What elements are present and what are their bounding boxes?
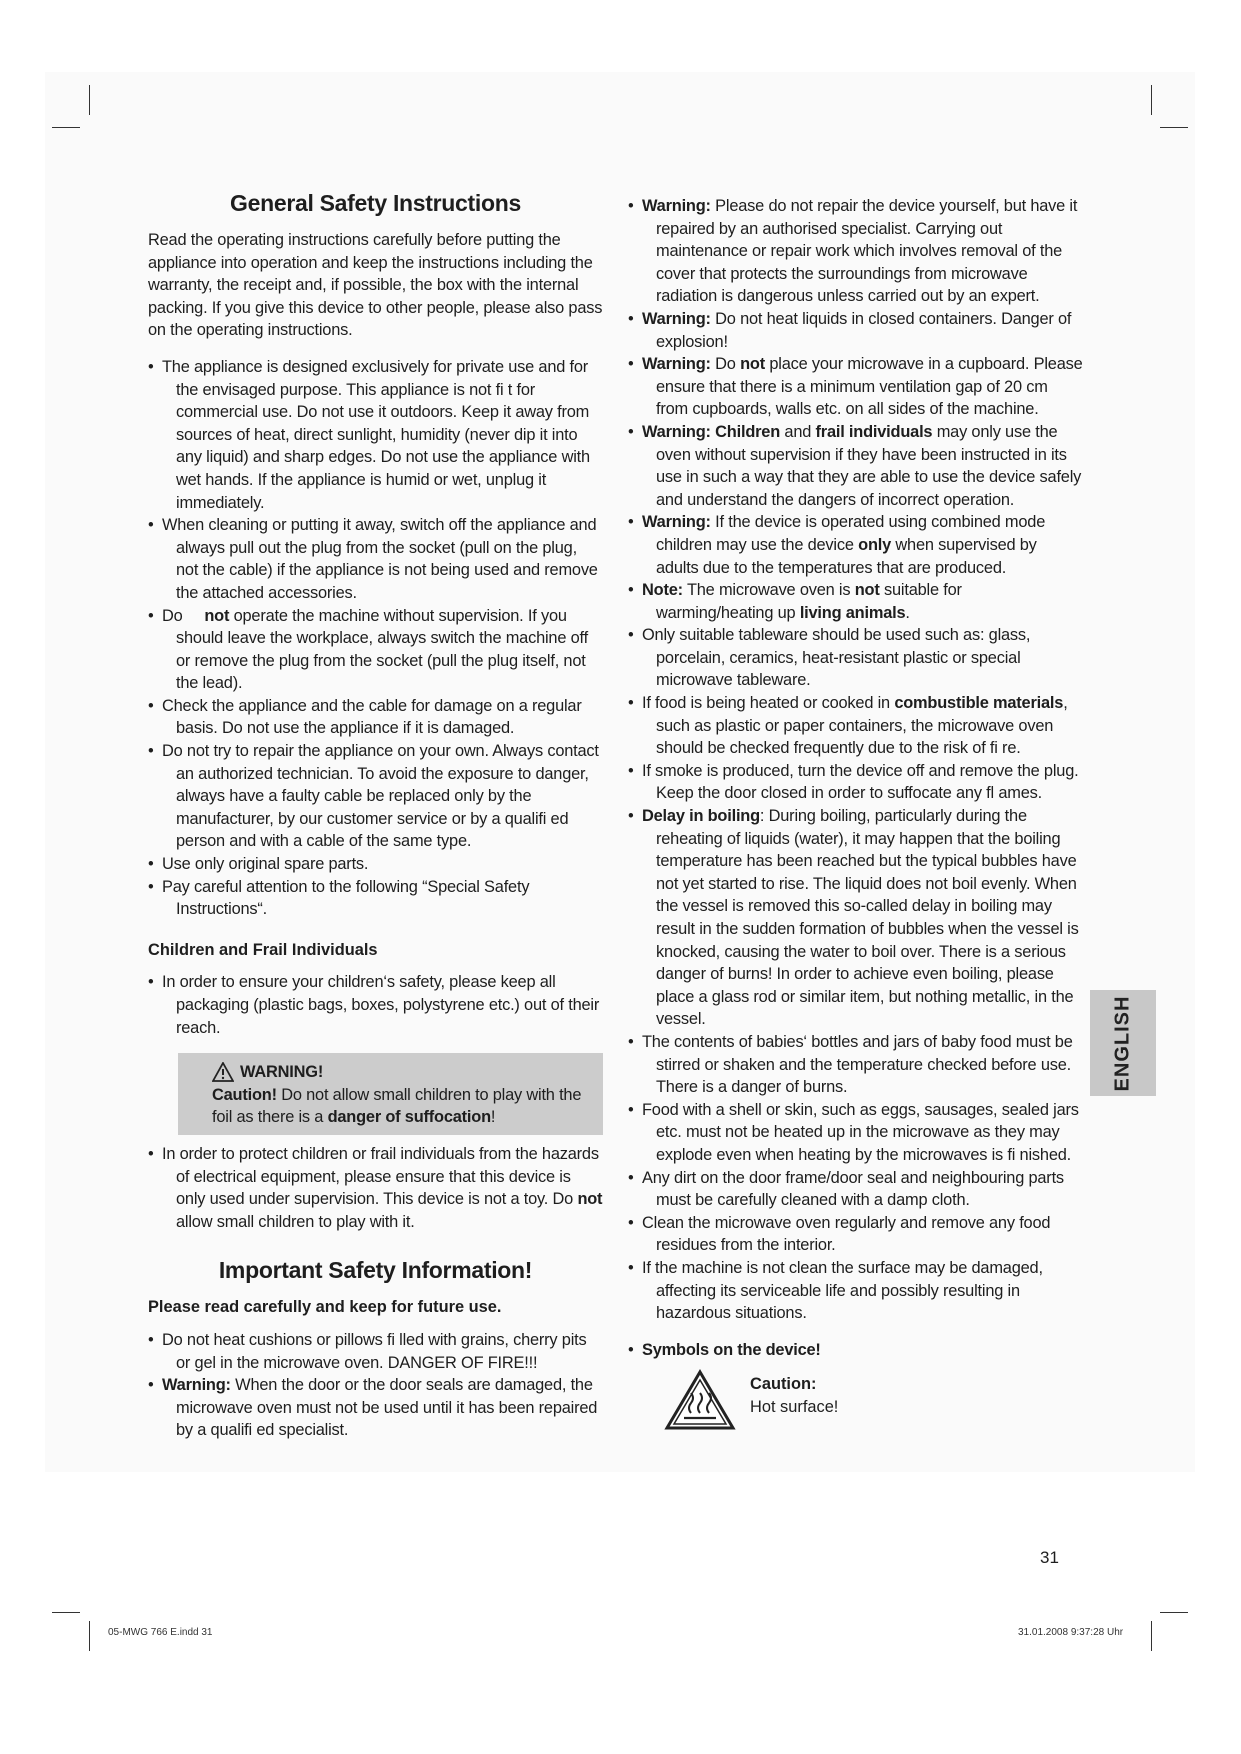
list-item: • Do not try to repair the appliance on your own. Always contact an authorized technician. To avoid the exposure to danger, always have a faulty cable be replaced only by the manufacturer, by our customer service or by a qualifi ed person and with a cable of the same type. [148,740,603,853]
crop-mark [1160,1612,1188,1613]
right-column [628,195,1083,1431]
list-item: • Warning: Do not place your microwave in a cupboard. Please ensure that there is a minimum ventilation gap of 20 cm from cupboards, walls etc. on all sides of the machine. [628,353,1083,421]
list-item: • Do not operate the machine without supervision. If you should leave the workplace, always switch the machine off or remove the plug from the socket (pull the plug itself, not the lead). [148,605,603,695]
important-bullet-list [148,1329,603,1442]
list-item: • Warning: Children and frail individuals may only use the oven without supervision if they have been instructed in its use in such a way that they are able to use the device safely and understand the dangers of incorrect operation. [628,421,1083,511]
left-column [148,190,603,1456]
crop-mark [89,1621,90,1651]
list-item: • Delay in boiling: During boiling, particularly during the reheating of liquids (water), it may happen that the boiling temperature has been reached but the typical bubbles have not yet started to rise. The liquid does not boil evenly. When the vessel is removed this so-called delay in boiling may result in the sudden formation of bubbles when the vessel is knocked, causing the water to boil over. There is a serious danger of burns! In order to achieve even boiling, please place a glass rod or similar item, but nothing metallic, in the vessel. [628,805,1083,1031]
list-item: • The contents of babies‘ bottles and jars of baby food must be stirred or shaken and the temperature checked before use. There is a danger of burns. [628,1031,1083,1099]
list-item: • In order to protect children or frail individuals from the hazards of electrical equipment, please ensure that this device is only used under supervision. This device is not a toy. Do not allow small children to play with it. [148,1143,603,1233]
footer-file-info: 05-MWG 766 E.indd 31 [108,1627,213,1638]
list-item: • Warning: If the device is operated using combined mode children may use the device only when supervised by adults due to the temperatures that are produced. [628,511,1083,579]
list-item: • If the machine is not clean the surface may be damaged, affecting its serviceable life and possibly resulting in hazardous situations. [628,1257,1083,1325]
section-title-important: Important Safety Information! [218,1257,533,1284]
caution-title: Caution: [750,1375,817,1394]
list-item: • Food with a shell or skin, such as eggs, sausages, sealed jars etc. must not be heated up in the microwave as they may explode even when heating by the microwaves is fi nished. [628,1099,1083,1167]
list-item: • Any dirt on the door frame/door seal and neighbouring parts must be carefully cleaned with a damp cloth. [628,1167,1083,1212]
list-item: • Note: The microwave oven is not suitable for warming/heating up living animals. [628,579,1083,624]
right-bullet-list [628,195,1083,1325]
list-item: • The appliance is designed exclusively for private use and for the envisaged purpose. This appliance is not fi t for commercial use. Do not use it outdoors. Keep it away from sources of heat, direct sunlight, humidity (never dip it into any liquid) and sharp edges. Do not use the appliance with wet hands. If the appliance is humid or wet, unplug it immediately. [148,356,603,514]
footer-timestamp: 31.01.2008 9:37:28 Uhr [1018,1627,1124,1638]
list-item: • If smoke is produced, turn the device off and remove the plug. Keep the door closed in order to suffocate any fl ames. [628,760,1083,805]
children-bullet-list [148,971,603,1039]
list-item: • Do not heat cushions or pillows fi lled with grains, cherry pits or gel in the microwave oven. DANGER OF FIRE!!! [148,1329,603,1374]
caution-block [750,1369,838,1418]
list-item: • Warning: When the door or the door seals are damaged, the microwave oven must not be used until it has been repaired by a qualifi ed specialist. [148,1374,603,1442]
page-number: 31 [1040,1548,1059,1567]
warning-text: Caution! Do not allow small children to play with the foil as there is a danger of suffocation! [212,1085,582,1127]
list-item: • Warning: Please do not repair the device yourself, but have it repaired by an authorised specialist. Carrying out maintenance or repair work which involves removal of the cover that protects the surroundings from microwave radiation is dangerous unless carried out by an expert. [628,195,1083,308]
symbols-heading: • Symbols on the device! [628,1339,1083,1362]
section-title-general: General Safety Instructions [230,190,521,216]
list-item: • Pay careful attention to the following “Special Safety Instructions“. [148,876,603,921]
crop-mark [1151,1621,1152,1651]
warning-triangle-icon [212,1062,234,1082]
list-item: • Clean the microwave oven regularly and remove any food residues from the interior. [628,1212,1083,1257]
crop-mark [52,1612,80,1613]
hot-surface-symbol [664,1369,1083,1431]
list-item: • When cleaning or putting it away, switch off the appliance and always pull out the plug from the socket (pull on the plug, not the cable) if the appliance is not being used and remove the attached accessories. [148,514,603,604]
crop-mark [1151,85,1152,115]
children-bullet-list-2 [148,1143,603,1233]
warning-label: WARNING! [240,1063,324,1082]
warning-box [178,1053,603,1135]
general-bullet-list [148,356,603,921]
list-item: • Warning: Do not heat liquids in closed containers. Danger of explosion! [628,308,1083,353]
symbols-list [628,1339,1083,1362]
list-item: • Use only original spare parts. [148,853,603,876]
children-heading: Children and Frail Individuals [148,940,378,959]
language-tab: ENGLISH [1090,990,1156,1096]
list-item: • Only suitable tableware should be used such as: glass, porcelain, ceramics, heat-resistant plastic or special microwave tableware. [628,624,1083,692]
crop-mark [1160,127,1188,128]
important-subheading: Please read carefully and keep for future use. [148,1298,502,1317]
caution-text: Hot surface! [750,1397,839,1416]
intro-paragraph: Read the operating instructions carefully before putting the appliance into operation and keep the instructions including the warranty, the receipt and, if possible, the box with the internal packing. If you give this device to other people, please also pass on the operating instructions. [148,231,603,340]
list-item: • Check the appliance and the cable for damage on a regular basis. Do not use the appliance if it is damaged. [148,695,603,740]
list-item: • In order to ensure your children‘s safety, please keep all packaging (plastic bags, boxes, polystyrene etc.) out of their reach. [148,971,603,1039]
crop-mark [52,127,80,128]
crop-mark [89,85,90,115]
list-item: • If food is being heated or cooked in combustible materials, such as plastic or paper containers, the microwave oven should be checked frequently due to the risk of fi re. [628,692,1083,760]
hot-surface-icon [664,1369,736,1431]
